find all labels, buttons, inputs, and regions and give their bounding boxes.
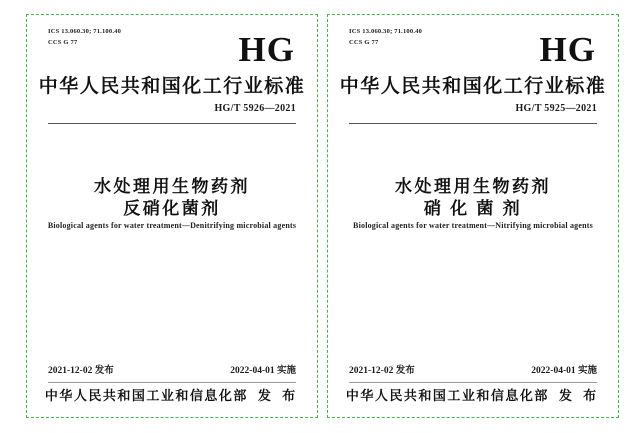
document-title-line1: 水处理用生物药剂	[94, 177, 250, 196]
standard-header-title: 中华人民共和国化工行业标准	[339, 76, 607, 97]
ics-ccs-codes	[48, 26, 121, 48]
implementation-date: 2022-04-01 实施	[230, 366, 296, 376]
ics-ccs-codes	[349, 26, 422, 48]
date-row	[48, 362, 296, 383]
standard-number: HG/T 5925—2021	[515, 103, 597, 114]
header-divider	[349, 123, 597, 124]
document-title-cn	[27, 176, 317, 220]
ics-code: ICS 13.060.30; 71.100.40	[349, 28, 423, 35]
hg-logo: HG	[238, 30, 295, 69]
document-title-cn	[328, 176, 618, 220]
ccs-code: CCS G 77	[349, 39, 379, 47]
publisher-name: 中华人民共和国工业和信息化部	[44, 388, 248, 403]
ics-code: ICS 13.060.30; 71.100.40	[48, 28, 122, 35]
header-divider	[48, 123, 296, 124]
ccs-code: CCS G 77	[48, 39, 78, 47]
publisher-line	[27, 385, 317, 404]
implementation-date: 2022-04-01 实施	[531, 366, 597, 376]
hg-logo: HG	[539, 30, 596, 69]
issue-date: 2021-12-02 发布	[349, 366, 415, 376]
publish-word: 发 布	[558, 388, 601, 403]
publisher-line	[328, 385, 618, 404]
document-title-line2: 反硝化菌剂	[123, 199, 221, 218]
document-title-line2: 硝 化 菌 剂	[423, 199, 523, 218]
standard-cover-denitrifying	[26, 14, 318, 418]
standard-cover-nitrifying	[327, 14, 619, 418]
document-title-en: Biological agents for water treatment—Denitrifying microbial agents	[47, 221, 297, 230]
standard-number: HG/T 5926—2021	[214, 103, 296, 114]
standard-header-title: 中华人民共和国化工行业标准	[38, 76, 306, 97]
document-title-en: Biological agents for water treatment—Nitrifying microbial agents	[353, 221, 593, 230]
issue-date: 2021-12-02 发布	[48, 366, 114, 376]
publisher-name: 中华人民共和国工业和信息化部	[345, 388, 549, 403]
document-title-line1: 水处理用生物药剂	[395, 177, 551, 196]
publish-word: 发 布	[257, 388, 300, 403]
date-row	[349, 362, 597, 383]
